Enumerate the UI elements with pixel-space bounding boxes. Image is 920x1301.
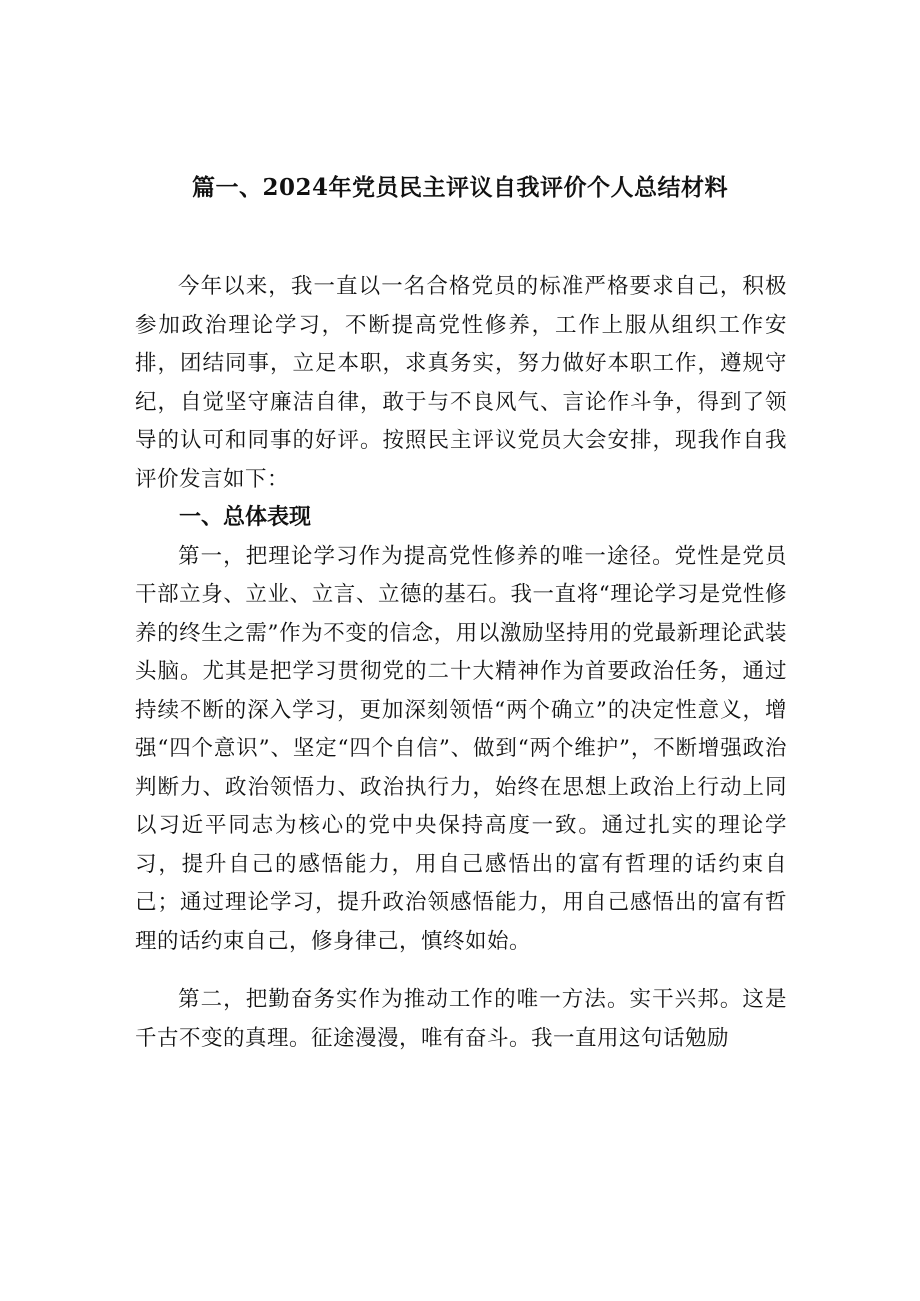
paragraph-diligent-work: 第二，把勤奋务实作为推动工作的唯一方法。实干兴邦。这是千古不变的真理。征途漫漫，唯有奋斗。我一直用这句话勉励 [135, 987, 787, 1051]
paragraph-gap [135, 961, 787, 981]
section-heading-overall-performance: 一、总体表现 [179, 505, 312, 530]
document-body [135, 268, 787, 1058]
document-title: 篇一、2024年党员民主评议自我评价个人总结材料 [191, 174, 728, 201]
intro-paragraph: 今年以来，我一直以一名合格党员的标准严格要求自己，积极参加政治理论学习，不断提高党性修养，工作上服从组织工作安排，团结同事，立足本职，求真务实，努力做好本职工作，遵规守纪，自觉坚守廉洁自律，敢于与不良风气、言论作斗争，得到了领导的认可和同事的好评。按照民主评议党员大会安排，现我作自我评价发言如下： [135, 274, 787, 492]
paragraph-theory-study: 第一，把理论学习作为提高党性修养的唯一途径。党性是党员干部立身、立业、立言、立德的基石。我一直将“理论学习是党性修养的终生之需”作为不变的信念，用以激励坚持用的党最新理论武装头脑。尤其是把学习贯彻党的二十大精神作为首要政治任务，通过持续不断的深入学习，更加深刻领悟“两个确立”的决定性意义，增强“四个意识”、坚定“四个自信”、做到“两个维护”，不断增强政治判断力、政治领悟力、政治执行力，始终在思想上政治上行动上同以习近平同志为核心的党中央保持高度一致。通过扎实的理论学习，提升自己的感悟能力，用自己感悟出的富有哲理的话约束自己；通过理论学习，提升政治领感悟能力，用自己感悟出的富有哲理的话约束自己，修身律己，慎终如始。 [135, 543, 787, 954]
